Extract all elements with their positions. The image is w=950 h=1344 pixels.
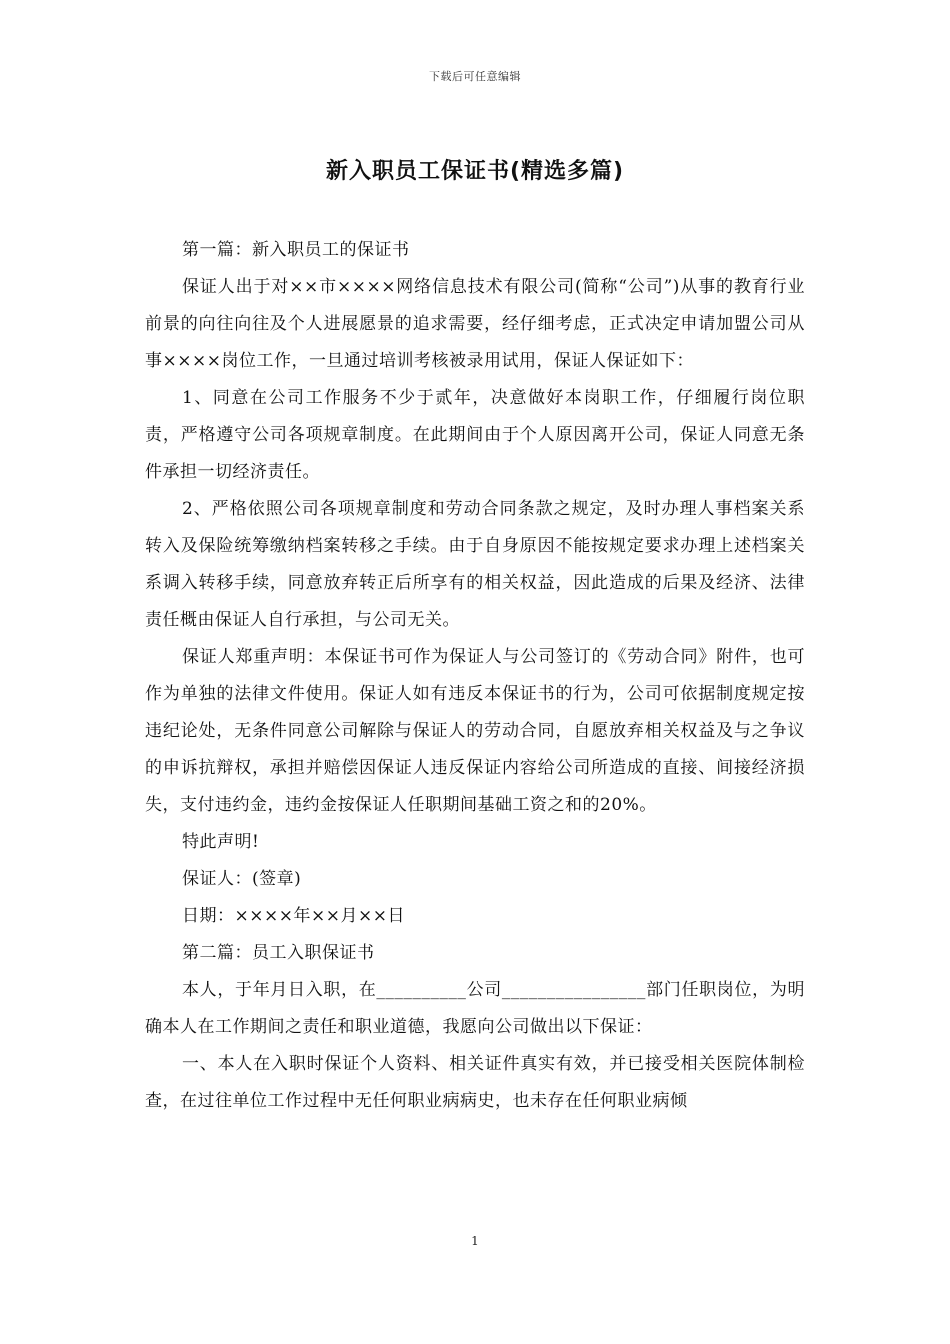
section-heading-2: 第二篇：员工入职保证书 [182, 943, 375, 963]
paragraph: 2、严格依照公司各项规章制度和劳动合同条款之规定，及时办理人事档案关系转入及保险统筹缴纳档案转移之手续。由于自身原因不能按规定要求办理上述档案关系调入转移手续，同意放弃转正后所享有的相关权益，因此造成的后果及经济、法律责任概由保证人自行承担，与公司无关。 [145, 499, 805, 630]
page-number: 1 [471, 1234, 479, 1248]
header-note: 下载后可任意编辑 [429, 70, 521, 83]
signature-line: 保证人：(签章) [182, 869, 302, 889]
document-title: 新入职员工保证书(精选多篇) [325, 159, 625, 184]
paragraph: 本人，于年月日入职，在__________公司________________部门任职岗位，为明确本人在工作期间之责任和职业道德，我愿向公司做出以下保证： [145, 980, 805, 1037]
paragraph: 1、同意在公司工作服务不少于贰年，决意做好本岗职工作，仔细履行岗位职责，严格遵守公司各项规章制度。在此期间由于个人原因离开公司，保证人同意无条件承担一切经济责任。 [145, 388, 805, 482]
section-heading-1: 第一篇：新入职员工的保证书 [182, 240, 410, 260]
date-line: 日期：××××年××月××日 [182, 906, 405, 926]
document-body [145, 232, 805, 1120]
paragraph: 保证人郑重声明：本保证书可作为保证人与公司签订的《劳动合同》附件，也可作为单独的法律文件使用。保证人如有违反本保证书的行为，公司可依据制度规定按违纪论处，无条件同意公司解除与保证人的劳动合同，自愿放弃相关权益及与之争议的申诉抗辩权，承担并赔偿因保证人违反保证内容给公司所造成的直接、间接经济损失，支付违约金，违约金按保证人任职期间基础工资之和的20%。 [145, 647, 805, 815]
paragraph: 保证人出于对××市××××网络信息技术有限公司(简称“公司”)从事的教育行业前景的向往向往及个人进展愿景的追求需要，经仔细考虑，正式决定申请加盟公司从事××××岗位工作，一旦通过培训考核被录用试用，保证人保证如下： [145, 277, 805, 371]
declaration-line: 特此声明! [182, 832, 260, 852]
paragraph: 一、本人在入职时保证个人资料、相关证件真实有效，并已接受相关医院体制检查，在过往单位工作过程中无任何职业病病史，也未存在任何职业病倾 [145, 1054, 805, 1111]
